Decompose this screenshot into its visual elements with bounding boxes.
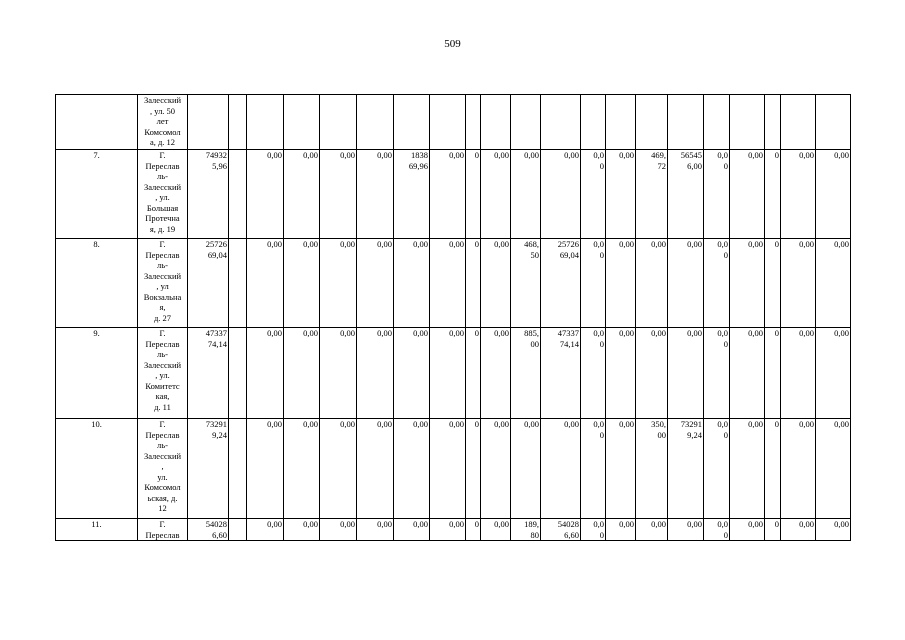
value-cell: 0,00	[781, 150, 816, 239]
value-cell: 0,00	[394, 328, 430, 419]
value-cell: 0	[466, 150, 481, 239]
value-cell: 468, 50	[511, 239, 541, 328]
value-cell: 0,00	[730, 419, 765, 519]
value-cell: 469, 72	[636, 150, 668, 239]
value-cell: 0,00	[730, 328, 765, 419]
value-cell: 0,00	[668, 239, 704, 328]
value-cell: 0	[765, 150, 781, 239]
value-cell: 0	[466, 419, 481, 519]
value-cell: 0,00	[430, 150, 466, 239]
value-cell: 0,00	[636, 328, 668, 419]
address-cell: Г. Переслав	[138, 519, 188, 541]
value-cell	[481, 95, 511, 150]
value-cell: 0,00	[481, 150, 511, 239]
value-cell: 0,00	[320, 239, 357, 328]
value-cell: 0	[466, 519, 481, 541]
value-cell: 0	[765, 328, 781, 419]
value-cell: 0,00	[284, 519, 320, 541]
value-cell	[466, 95, 481, 150]
value-cell: 0,00	[541, 419, 581, 519]
value-cell	[357, 95, 394, 150]
value-cell: 0,00	[816, 150, 851, 239]
value-cell: 0,00	[781, 519, 816, 541]
address-cell: Г. Переслав ль- Залесский , ул. Большая Протечна я, д. 19	[138, 150, 188, 239]
value-cell: 0,0 0	[704, 239, 730, 328]
value-cell: 0,00	[511, 419, 541, 519]
row-number-cell	[56, 95, 138, 150]
row-number-cell: 10.	[56, 419, 138, 519]
value-cell: 0	[765, 519, 781, 541]
value-cell	[816, 95, 851, 150]
value-cell	[781, 95, 816, 150]
row-number-cell: 8.	[56, 239, 138, 328]
value-cell: 74932 5,96	[188, 150, 229, 239]
value-cell	[229, 150, 247, 239]
value-cell: 350, 00	[636, 419, 668, 519]
value-cell: 73291 9,24	[668, 419, 704, 519]
value-cell: 0,00	[247, 419, 284, 519]
value-cell: 0,00	[730, 150, 765, 239]
value-cell: 0,00	[781, 328, 816, 419]
value-cell: 0,00	[430, 239, 466, 328]
value-cell: 0,00	[247, 328, 284, 419]
value-cell: 0,00	[606, 328, 636, 419]
value-cell: 54028 6,60	[188, 519, 229, 541]
value-cell	[541, 95, 581, 150]
address-cell: Г. Переслав ль- Залесский , ул. Комитетс кая, д. 11	[138, 328, 188, 419]
value-cell: 73291 9,24	[188, 419, 229, 519]
value-cell	[320, 95, 357, 150]
value-cell: 0,0 0	[704, 328, 730, 419]
value-cell: 0,00	[816, 328, 851, 419]
value-cell	[394, 95, 430, 150]
value-cell: 0,00	[284, 419, 320, 519]
table-row	[56, 239, 851, 328]
value-cell: 0,00	[730, 519, 765, 541]
value-cell: 0,00	[394, 519, 430, 541]
row-number-cell: 11.	[56, 519, 138, 541]
page-number: 509	[444, 38, 461, 50]
value-cell: 0,00	[357, 419, 394, 519]
value-cell: 0,00	[636, 519, 668, 541]
value-cell: 0,0 0	[581, 519, 606, 541]
value-cell: 0,00	[606, 419, 636, 519]
value-cell: 56545 6,00	[668, 150, 704, 239]
value-cell: 0,00	[781, 419, 816, 519]
value-cell: 47337 74,14	[541, 328, 581, 419]
value-cell	[188, 95, 229, 150]
value-cell: 0,0 0	[581, 239, 606, 328]
value-cell: 0,00	[541, 150, 581, 239]
value-cell: 0,00	[284, 239, 320, 328]
value-cell: 0,00	[320, 419, 357, 519]
value-cell: 0,0 0	[581, 150, 606, 239]
value-cell: 189, 80	[511, 519, 541, 541]
value-cell: 0,00	[816, 419, 851, 519]
value-cell	[730, 95, 765, 150]
value-cell: 0,00	[357, 239, 394, 328]
value-cell	[229, 239, 247, 328]
value-cell	[229, 519, 247, 541]
value-cell	[430, 95, 466, 150]
table-row	[56, 328, 851, 419]
value-cell: 0,00	[430, 419, 466, 519]
value-cell: 0,00	[247, 519, 284, 541]
value-cell: 0,00	[430, 328, 466, 419]
address-cell: Г. Переслав ль- Залесский , ул Вокзальна я, д. 27	[138, 239, 188, 328]
value-cell	[606, 95, 636, 150]
value-cell: 0,00	[320, 328, 357, 419]
value-cell: 0,00	[320, 150, 357, 239]
table-row	[56, 150, 851, 239]
value-cell	[229, 419, 247, 519]
value-cell: 0,00	[781, 239, 816, 328]
value-cell: 0,00	[481, 239, 511, 328]
address-cell: Залесский , ул. 50 лет Комсомол а, д. 12	[138, 95, 188, 150]
value-cell: 0,00	[606, 519, 636, 541]
value-cell: 0,00	[247, 239, 284, 328]
value-cell	[765, 95, 781, 150]
value-cell: 0,0 0	[704, 150, 730, 239]
value-cell: 25726 69,04	[188, 239, 229, 328]
table-row	[56, 95, 851, 150]
value-cell: 0,00	[481, 328, 511, 419]
value-cell: 0,00	[730, 239, 765, 328]
value-cell	[668, 95, 704, 150]
value-cell: 0,00	[816, 239, 851, 328]
value-cell: 0,00	[481, 519, 511, 541]
value-cell: 0,00	[357, 328, 394, 419]
value-cell	[229, 328, 247, 419]
value-cell: 0	[765, 239, 781, 328]
value-cell	[511, 95, 541, 150]
value-cell: 0,0 0	[581, 419, 606, 519]
value-cell: 0,00	[668, 519, 704, 541]
value-cell	[284, 95, 320, 150]
address-cell: Г. Переслав ль- Залесский , ул. Комсомол ьская, д. 12	[138, 419, 188, 519]
value-cell: 0,00	[284, 328, 320, 419]
value-cell: 0,00	[636, 239, 668, 328]
value-cell: 0,00	[357, 519, 394, 541]
capital-repair-table	[55, 94, 851, 541]
row-number-cell: 7.	[56, 150, 138, 239]
value-cell	[247, 95, 284, 150]
value-cell: 0,00	[284, 150, 320, 239]
value-cell	[581, 95, 606, 150]
value-cell: 0,00	[668, 328, 704, 419]
value-cell: 0	[765, 419, 781, 519]
value-cell: 25726 69,04	[541, 239, 581, 328]
table-row	[56, 419, 851, 519]
value-cell: 0,00	[511, 150, 541, 239]
value-cell: 0,00	[816, 519, 851, 541]
value-cell	[704, 95, 730, 150]
value-cell: 47337 74,14	[188, 328, 229, 419]
row-number-cell: 9.	[56, 328, 138, 419]
value-cell: 0,00	[606, 150, 636, 239]
value-cell: 54028 6,60	[541, 519, 581, 541]
value-cell: 0,0 0	[581, 328, 606, 419]
value-cell: 1838 69,96	[394, 150, 430, 239]
value-cell: 0,00	[357, 150, 394, 239]
value-cell: 0	[466, 328, 481, 419]
value-cell: 0,00	[394, 239, 430, 328]
value-cell: 0,00	[320, 519, 357, 541]
table-row	[56, 519, 851, 541]
value-cell: 0	[466, 239, 481, 328]
value-cell: 0,00	[606, 239, 636, 328]
value-cell: 0,00	[247, 150, 284, 239]
value-cell	[229, 95, 247, 150]
value-cell: 0,00	[481, 419, 511, 519]
value-cell: 0,0 0	[704, 419, 730, 519]
value-cell: 0,00	[394, 419, 430, 519]
value-cell: 0,00	[430, 519, 466, 541]
value-cell: 885, 00	[511, 328, 541, 419]
value-cell: 0,0 0	[704, 519, 730, 541]
value-cell	[636, 95, 668, 150]
